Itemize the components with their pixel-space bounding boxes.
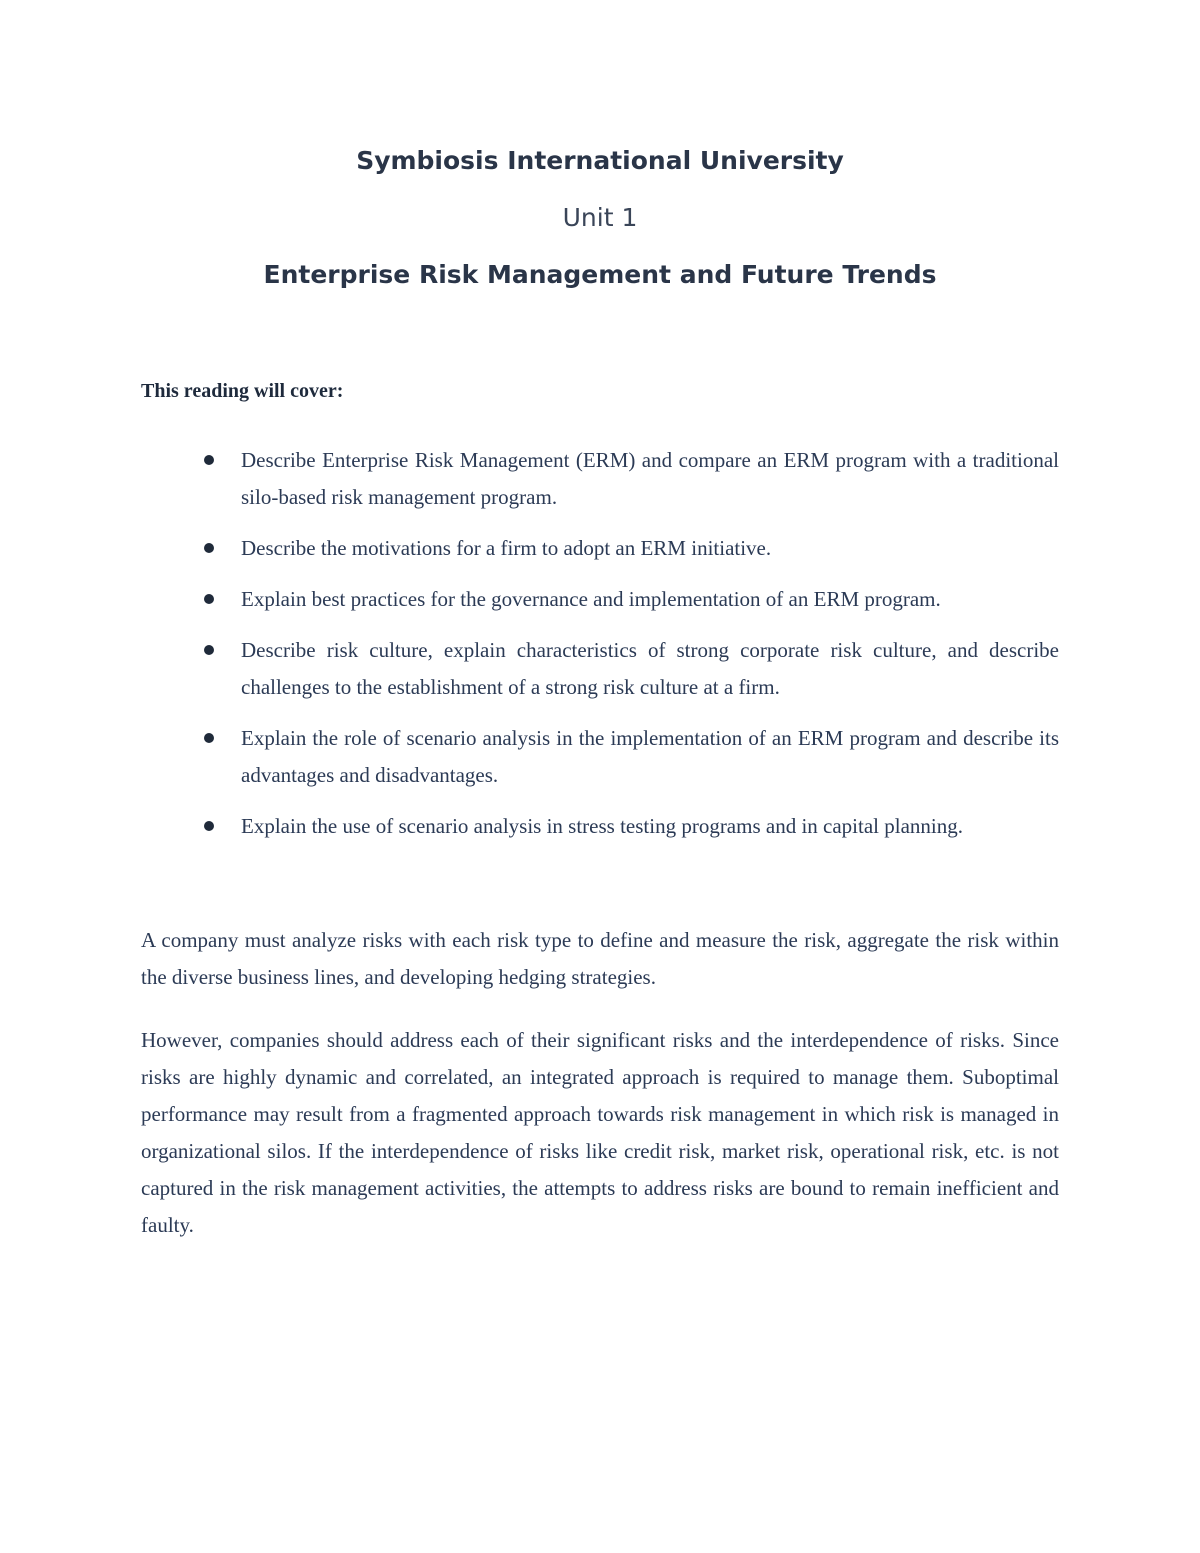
body-paragraph: However, companies should address each of their significant risks and the interdependence of risks. Since risks are highly dynamic and correlated, an integrated approach is required to manage them. Suboptimal performance may result from a fragmented approach towards risk management in which risk is managed in organizational silos. If the interdependence of risks like credit risk, market risk, operational risk, etc. is not captured in the risk management activities, the attempts to address risks are bound to remain inefficient and faulty.: [141, 1028, 1059, 1237]
objective-text: Explain best practices for the governance and implementation of an ERM program.: [241, 587, 941, 611]
bullet-icon: [204, 821, 214, 831]
objective-text: Explain the use of scenario analysis in stress testing programs and in capital planning.: [241, 814, 963, 838]
body-paragraph: A company must analyze risks with each risk type to define and measure the risk, aggregate the risk within the diverse business lines, and developing hedging strategies.: [141, 928, 1059, 989]
bullet-icon: [204, 455, 214, 465]
bullet-icon: [204, 645, 214, 655]
course-title: Enterprise Risk Management and Future Trends: [263, 260, 937, 289]
objectives-list: [141, 442, 1059, 859]
bullet-icon: [204, 543, 214, 553]
bullet-icon: [204, 594, 214, 604]
objective-text: Describe risk culture, explain characteristics of strong corporate risk culture, and describe challenges to the establishment of a strong risk culture at a firm.: [241, 638, 1059, 699]
objective-text: Explain the role of scenario analysis in the implementation of an ERM program and describe its advantages and disadvantages.: [241, 726, 1059, 787]
objective-item: [141, 808, 1059, 845]
reading-intro: This reading will cover:: [141, 380, 344, 402]
objective-item: [141, 581, 1059, 618]
objective-item: [141, 632, 1059, 706]
objective-item: [141, 442, 1059, 516]
objective-item: [141, 530, 1059, 567]
university-name: Symbiosis International University: [356, 146, 844, 175]
objective-item: [141, 720, 1059, 794]
bullet-icon: [204, 733, 214, 743]
objective-text: Describe the motivations for a firm to adopt an ERM initiative.: [241, 536, 772, 560]
unit-label: Unit 1: [562, 203, 638, 232]
objective-text: Describe Enterprise Risk Management (ERM) and compare an ERM program with a traditional silo-based risk management program.: [241, 448, 1059, 509]
